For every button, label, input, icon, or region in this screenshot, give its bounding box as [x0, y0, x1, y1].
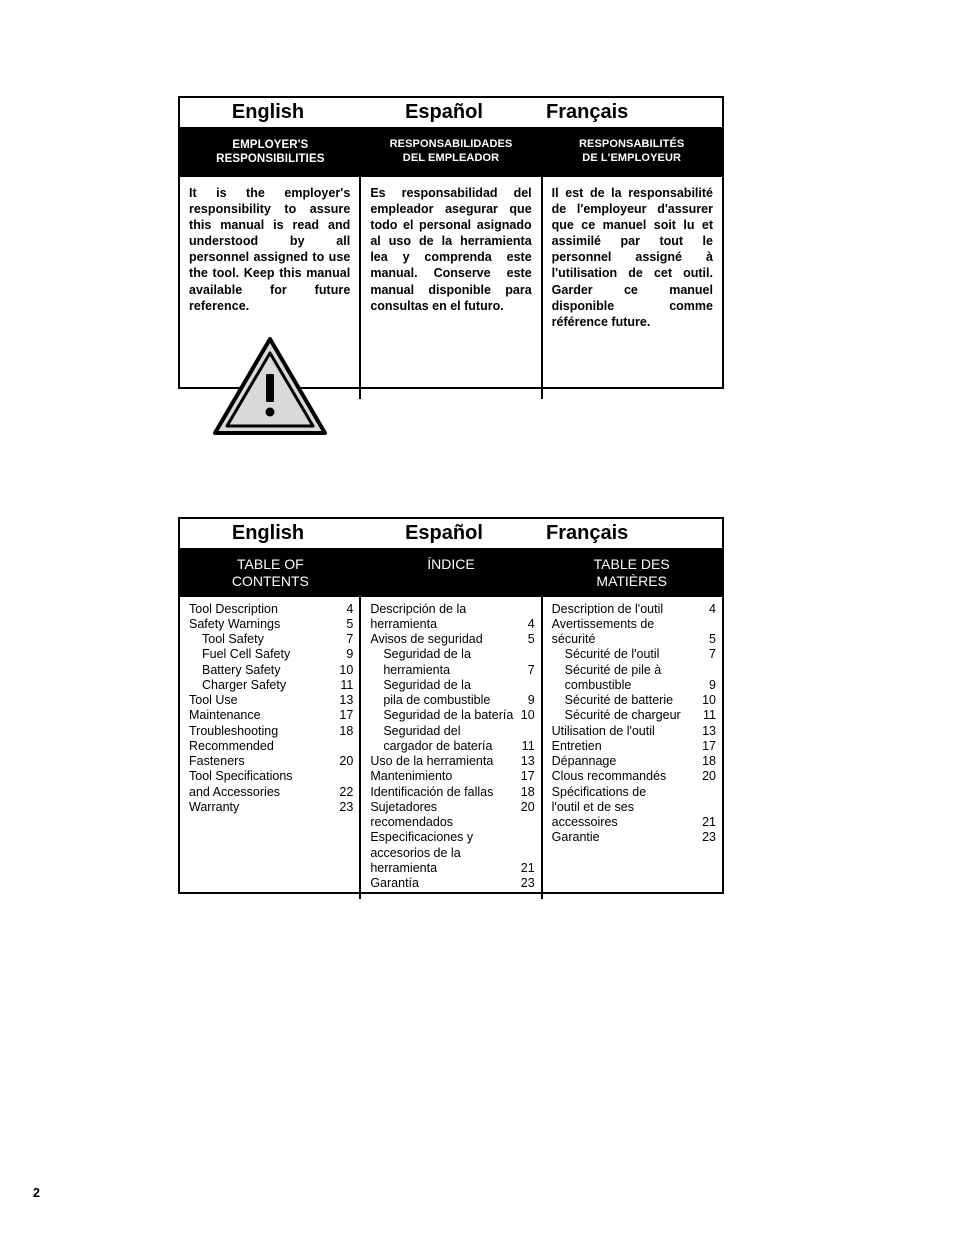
toc-entry-title: l'outil et de ses	[551, 799, 634, 814]
toc-entry-title: Spécifications de	[551, 784, 647, 799]
language-label-spanish: Español	[405, 101, 483, 123]
toc-entry-title: and Accessories	[189, 784, 281, 799]
toc-entry-title: Seguridad del	[383, 723, 461, 738]
toc-entry-page: 9	[709, 677, 716, 692]
toc-entry-page: 22	[339, 784, 354, 799]
toc-entry[interactable]	[370, 769, 534, 784]
toc-entry-title: Descripción de la	[370, 601, 467, 616]
toc-entry-title: Clous recommandés	[551, 769, 667, 784]
toc-title-spanish-line1: ÍNDICE	[427, 556, 475, 572]
toc-entry-title: Sécurité de batterie	[564, 693, 674, 708]
responsibilities-title-spanish-line1: RESPONSABILIDADES	[389, 138, 513, 150]
toc-entry-title: herramienta	[370, 616, 438, 631]
toc-column-english	[180, 597, 359, 899]
toc-entry[interactable]	[189, 617, 353, 632]
toc-entry[interactable]	[552, 663, 716, 678]
responsibilities-body-row	[180, 177, 722, 399]
toc-entry-title: Seguridad de la	[383, 647, 471, 662]
toc-language-label-spanish: Español	[405, 522, 483, 544]
toc-entry-title: Utilisation de l'outil	[551, 723, 655, 738]
toc-entry-page: 7	[709, 647, 716, 662]
toc-entry[interactable]	[370, 861, 534, 876]
toc-entry-page: 18	[702, 754, 716, 769]
toc-entry-page: 23	[339, 799, 354, 814]
toc-entry[interactable]	[189, 647, 353, 662]
toc-entry-page: 23	[702, 830, 716, 845]
toc-entry-title: Charger Safety	[202, 677, 287, 692]
toc-title-french-line1: TABLE DES	[593, 556, 670, 572]
toc-entry-title: Recommended	[189, 738, 274, 753]
toc-entry[interactable]	[370, 724, 534, 739]
toc-entry-title: Sécurité de chargeur	[564, 708, 681, 723]
toc-entry[interactable]	[552, 754, 716, 769]
toc-entry[interactable]	[552, 815, 716, 830]
toc-entry-title: accessoires	[551, 815, 618, 830]
toc-entry-title: Dépannage	[551, 754, 617, 769]
toc-entry-title: Mantenimiento	[370, 769, 453, 784]
toc-entry-page: 11	[703, 708, 716, 723]
toc-entry-title: Uso de la herramienta	[370, 754, 494, 769]
toc-entry-page: 4	[346, 601, 354, 616]
language-label-english: English	[231, 101, 305, 123]
toc-entry[interactable]	[189, 632, 353, 647]
toc-entry-title: Entretien	[551, 738, 602, 753]
toc-language-label-french: Français	[546, 522, 629, 544]
toc-entry[interactable]	[552, 693, 716, 708]
toc-entry[interactable]	[552, 617, 716, 632]
toc-entry-title: Tool Specifications	[189, 769, 293, 784]
toc-entry-page: 21	[520, 860, 535, 875]
toc-entry-title: accesorios de la	[370, 845, 461, 860]
toc-entry[interactable]	[189, 800, 353, 815]
toc-entry-page: 4	[709, 601, 716, 616]
toc-entry-page: 5	[709, 632, 716, 647]
toc-entry-title: Garantía	[370, 876, 419, 891]
toc-title-english	[180, 550, 361, 597]
toc-entry[interactable]	[189, 724, 353, 739]
toc-entry-page: 11	[521, 738, 535, 753]
responsibilities-title-english-line2: RESPONSIBILITIES	[216, 153, 325, 166]
toc-entry-title: Tool Use	[189, 693, 238, 708]
toc-entry[interactable]	[189, 754, 353, 769]
toc-entry-title: Avisos de seguridad	[370, 632, 483, 647]
toc-entry[interactable]	[552, 647, 716, 662]
toc-entry[interactable]	[552, 632, 716, 647]
responsibilities-column-english	[180, 177, 359, 399]
toc-entry[interactable]	[189, 693, 353, 708]
toc-entry-title: Sécurité de pile à	[564, 662, 662, 677]
toc-list-french	[552, 602, 716, 846]
toc-entry[interactable]	[189, 739, 353, 754]
toc-list-spanish	[370, 602, 534, 892]
responsibilities-title-row	[180, 129, 722, 177]
toc-entry-page: 21	[702, 815, 716, 830]
responsibilities-text-spanish: Es responsabilidad del empleador asegurar que todo el personal asignado al uso de la herramienta lea y comprenda este manual. Conserve este manual disponible para consultas en el futuro.	[370, 185, 532, 313]
toc-entry-page: 7	[346, 632, 354, 647]
toc-entry-page: 9	[346, 647, 354, 662]
toc-entry[interactable]	[370, 617, 534, 632]
responsibilities-title-spanish	[361, 129, 542, 177]
toc-entry-page: 10	[339, 662, 354, 677]
toc-entry[interactable]	[370, 708, 534, 723]
toc-entry-title: Especificaciones y	[370, 830, 474, 845]
toc-entry[interactable]	[370, 876, 534, 891]
warning-triangle-icon	[212, 336, 328, 436]
page-number: 2	[33, 1186, 40, 1200]
toc-entry-page: 13	[702, 723, 716, 738]
responsibilities-title-french-line2: DE L'EMPLOYEUR	[582, 151, 682, 164]
responsibilities-text-french: Il est de la responsabilité de l'employeur d'assurer que ce manuel soit lu et assimilé par tout le personnel assigné à l'utilisation de cet outil. Garder ce manuel disponible comme référence future.	[551, 185, 713, 329]
toc-entry[interactable]	[189, 602, 353, 617]
toc-entry-page: 10	[702, 693, 716, 708]
toc-title-english-line2: CONTENTS	[231, 572, 309, 589]
toc-entry[interactable]	[552, 708, 716, 723]
toc-entry-page: 17	[520, 769, 535, 784]
toc-entry-title: combustible	[564, 677, 632, 692]
toc-entry-page: 18	[520, 784, 535, 799]
toc-entry-page: 20	[339, 754, 354, 769]
toc-entry-title: Seguridad de la batería	[383, 708, 514, 723]
toc-entry[interactable]	[189, 785, 353, 800]
toc-entry-page: 18	[339, 723, 354, 738]
toc-entry-page: 5	[346, 616, 354, 631]
toc-entry-title: Tool Description	[189, 601, 278, 616]
employer-responsibilities-panel	[178, 96, 724, 389]
table-of-contents-panel	[178, 517, 724, 894]
toc-entry-title: cargador de batería	[383, 738, 493, 753]
toc-column-french	[541, 597, 722, 899]
language-header-responsibilities	[180, 98, 722, 129]
toc-entry[interactable]	[189, 708, 353, 723]
toc-entry-title: herramienta	[370, 860, 438, 875]
responsibilities-title-french	[541, 129, 722, 177]
toc-entry-title: Description de l'outil	[551, 601, 664, 616]
toc-entry[interactable]	[370, 800, 534, 831]
toc-list-english	[189, 602, 353, 816]
toc-entry[interactable]	[189, 769, 353, 784]
toc-title-french-line2: MATIÈRES	[596, 572, 667, 589]
toc-title-row	[180, 550, 722, 597]
toc-entry-title: Garantie	[551, 830, 600, 845]
toc-entry-title: Fuel Cell Safety	[202, 647, 291, 662]
toc-entry-page: 17	[702, 738, 716, 753]
language-label-french: Français	[546, 101, 629, 123]
responsibilities-column-spanish	[359, 177, 540, 399]
toc-entry[interactable]	[370, 846, 534, 861]
toc-entry[interactable]	[370, 632, 534, 647]
toc-title-english-line1: TABLE OF	[237, 556, 304, 572]
toc-entry-page: 4	[527, 616, 535, 631]
toc-entry-page: 23	[520, 876, 535, 891]
toc-language-label-english: English	[231, 522, 305, 544]
toc-entry-title: Sécurité de l'outil	[564, 647, 660, 662]
toc-entry[interactable]	[189, 678, 353, 693]
toc-entry[interactable]	[552, 678, 716, 693]
toc-entry-title: pila de combustible	[383, 693, 491, 708]
toc-entry[interactable]	[370, 647, 534, 662]
toc-entry[interactable]	[370, 785, 534, 800]
toc-entry-title: Identificación de fallas	[370, 784, 494, 799]
toc-entry-title: Battery Safety	[202, 662, 281, 677]
toc-entry-page: 20	[520, 799, 535, 814]
toc-entry[interactable]	[552, 724, 716, 739]
toc-column-spanish	[359, 597, 540, 899]
responsibilities-title-french-line1: RESPONSABILITÉS	[578, 138, 685, 150]
language-header-toc	[180, 519, 722, 550]
responsibilities-title-english	[180, 129, 361, 177]
responsibilities-title-spanish-line2: DEL EMPLEADOR	[402, 151, 500, 164]
toc-entry-page: 7	[527, 662, 535, 677]
toc-entry-page: 11	[340, 677, 354, 692]
toc-entry-page: 9	[527, 693, 535, 708]
toc-title-french	[541, 550, 722, 597]
responsibilities-text-english: It is the employer's responsibility to assure this manual is read and understood by all personnel assigned to use the tool. Keep this manual available for future reference.	[189, 185, 351, 313]
toc-entry[interactable]	[370, 678, 534, 693]
toc-entry-page: 13	[339, 693, 354, 708]
toc-entry[interactable]	[370, 663, 534, 678]
toc-entry-title: Avertissements de	[551, 616, 655, 631]
toc-entry-title: Warranty	[189, 799, 240, 814]
toc-body-row	[180, 597, 722, 899]
toc-entry[interactable]	[552, 602, 716, 617]
toc-entry-title: Fasteners	[189, 754, 245, 769]
toc-entry[interactable]	[189, 663, 353, 678]
toc-entry-page: 20	[702, 769, 716, 784]
toc-entry[interactable]	[552, 769, 716, 784]
toc-entry-page: 13	[520, 754, 535, 769]
toc-entry[interactable]	[552, 739, 716, 754]
toc-entry-title: Tool Safety	[202, 632, 264, 647]
toc-entry-title: Seguridad de la	[383, 677, 471, 692]
toc-entry-title: Maintenance	[189, 708, 261, 723]
toc-entry[interactable]	[370, 693, 534, 708]
toc-entry-page: 17	[339, 708, 354, 723]
toc-entry[interactable]	[552, 830, 716, 845]
toc-entry[interactable]	[370, 602, 534, 617]
toc-entry[interactable]	[370, 830, 534, 845]
toc-entry[interactable]	[370, 739, 534, 754]
toc-entry-title: Troubleshooting	[189, 723, 279, 738]
toc-entry[interactable]	[552, 785, 716, 800]
toc-entry[interactable]	[370, 754, 534, 769]
responsibilities-column-french	[541, 177, 722, 399]
toc-entry[interactable]	[552, 800, 716, 815]
toc-entry-title: sécurité	[551, 632, 596, 647]
toc-entry-page: 5	[527, 632, 535, 647]
toc-entry-page: 10	[520, 708, 535, 723]
toc-entry-title: Safety Warnings	[189, 616, 281, 631]
toc-entry-title: Sujetadores recomendados	[370, 799, 454, 830]
responsibilities-title-english-line1: EMPLOYER'S	[232, 139, 309, 151]
toc-title-spanish	[361, 550, 542, 597]
toc-entry-title: herramienta	[383, 662, 451, 677]
